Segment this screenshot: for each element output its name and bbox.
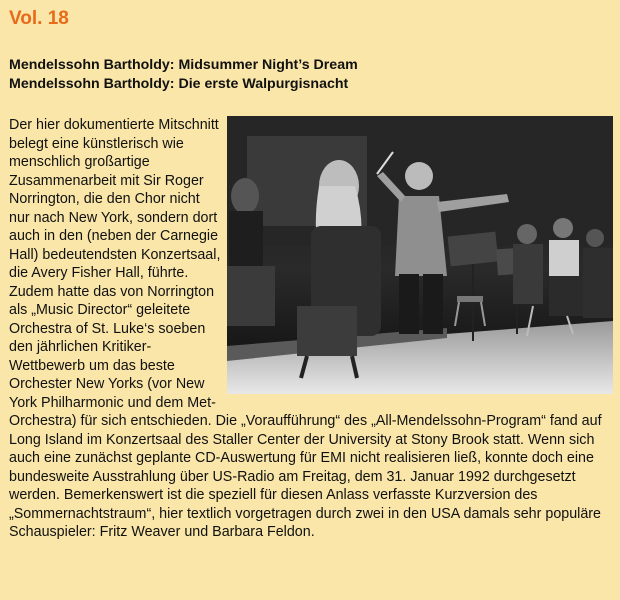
- body-paragraph: Der hier dokumentierte Mitschnitt belegt eine künstlerisch wie menschlich großartige Zusammenarbeit mit Sir Roger Norrington, die den Chor nicht nur nach New York, sondern dort auch in den (neben der Carnegie Hall) bedeutendsten Konzertsaal, die Avery Fisher Hall, führte. Zudem hatte das von Norrington als „Music Director“ geleitete Orchestra of St. Luke‘s soeben den jährlichen Kritiker-Wettbewerb um das beste Orchester New Yorks (vor New York Philharmonic und dem Met-Orchestra) für sich entschieden. Die „Voraufführung“ des „All-Mendelssohn-Program“ fand auf Long Island im Konzertsaal des Staller Center der University at Stony Brook statt. Wenn sich auch eine zunächst geplante CD-Auswertung für EMI nicht realisieren ließ, konnte doch eine bundesweite Ausstrahlung über US-Radio am Freitag, dem 31. Januar 1992 durchgesetzt werden. Bemerkenswert ist die speziell für diesen Anlass verfasste Kurzversion des „Sommernachtstraum“, hier textlich vorgetragen durch zwei in den USA damals sehr populäre Schauspieler: Fritz Weaver und Barbara Feldon.: [9, 117, 602, 540]
- volume-heading: Vol. 18: [9, 8, 69, 29]
- concert-photo: [227, 116, 613, 394]
- article-body: [9, 116, 613, 542]
- work-titles: [9, 56, 358, 93]
- work-title-2: Mendelssohn Bartholdy: Die erste Walpurgisnacht: [9, 75, 349, 92]
- work-title-1: Mendelssohn Bartholdy: Midsummer Night’s Dream: [9, 57, 358, 73]
